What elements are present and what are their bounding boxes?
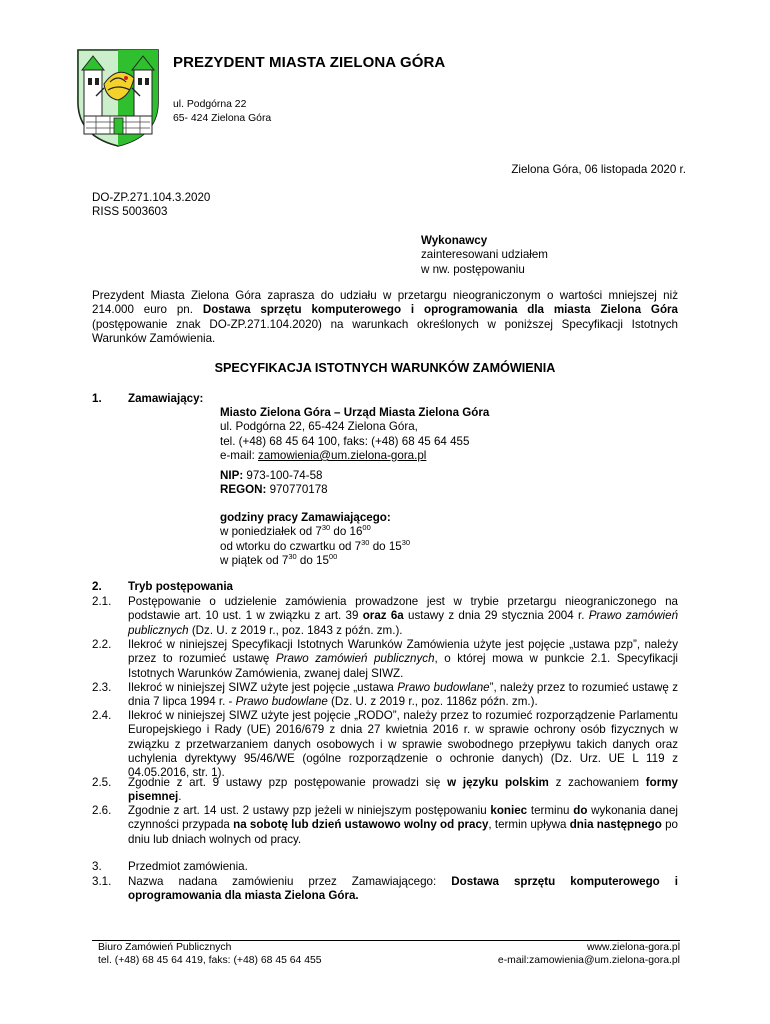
hours-line: od wtorku do czwartku od $7^{30}$ do $15^{30}$ [220, 537, 411, 553]
organization-name: Miasto Zielona Góra – Urząd Miasta Zielona Góra [220, 406, 490, 419]
footer-website[interactable]: www.zielona-gora.pl [587, 942, 680, 953]
office-hours [220, 511, 410, 568]
point-text: Ilekroć w niniejszej SIWZ użyte jest pojęcie „RODO”, należy przez to rozumieć rozporządzenie Parlamentu Europejskiego i Rady (UE) 2016/679 z dnia 27 kwietnia 2016 r. w sprawie ochrony osób fizycznych w związku z przetwarzaniem danych osobowych i w sprawie swobodnego przepływu takich danych oraz uchylenia dyrektywy 95/46/WE (ogólne rozporządzenie o ochronie danych) (Dz. Urz. UE L 119 z 04.05.2016, str. 1). [128, 709, 678, 780]
point-text: Nazwa nadana zamówieniu przez Zamawiającego: Dostawa sprzętu komputerowego i oprogramowania dla miasta Zielona Góra. [128, 875, 678, 903]
point-number: 2.3. [92, 681, 112, 694]
regon-label: REGON: [220, 483, 267, 497]
riss-number: RISS 5003603 [92, 205, 168, 219]
point-number: 2.5. [92, 776, 112, 789]
point-number: 2.4. [92, 709, 112, 722]
address-city: 65- 424 Zielona Góra [173, 113, 272, 124]
section-number: 1. [92, 392, 102, 405]
intro-paragraph [92, 289, 678, 347]
organization-phone: tel. (+48) 68 45 64 100, faks: (+48) 68 45 64 455 [220, 434, 470, 448]
nip-label: NIP: [220, 469, 244, 482]
organization-street: ul. Podgórna 22, 65-424 Zielona Góra, [220, 420, 418, 434]
hours-line: w poniedziałek od $7^{30}$ do $16^{00}$ [220, 523, 371, 539]
city-coat-of-arms-icon [74, 44, 162, 148]
point-text: Ilekroć w niniejszej Specyfikacji Istotnych Warunków Zamówienia użyte jest pojęcie „ustawa pzp”, należy przez to rozumieć ustawę Prawo zamówień publicznych, o której mowa w punkcie 2.1. Specyfikacji Istotnych Warunków Zamówienia, zwanej dalej SIWZ. [128, 638, 678, 680]
point-text: Zgodnie z art. 9 ustawy pzp postępowanie prowadzi się w języku polskim z zachowaniem formy pisemnej. [128, 776, 678, 804]
case-number: DO-ZP.271.104.3.2020 [92, 191, 211, 204]
point-text: Postępowanie o udzielenie zamówienia prowadzone jest w trybie przetargu nieograniczonego na podstawie art. 10 ust. 1 w związku z art. 39 oraz 6a ustawy z dnia 29 stycznia 2004 r. Prawo zamówień publicznych (Dz. U. z 2019 r., poz. 1843 z późn. zm.). [128, 595, 679, 637]
tax-ids [220, 469, 328, 498]
point-number: 2.1. [92, 595, 112, 608]
recipient-title: Wykonawcy [421, 234, 488, 247]
intro-text: (postępowanie znak DO-ZP.271.104.2020) na warunkach określonych w poniższej Specyfikacji Istotnych Warunków Zamówienia. [92, 317, 678, 346]
recipient-line: zainteresowani udziałem [421, 248, 548, 262]
footer-right [498, 941, 680, 967]
section-label: Przedmiot zamówienia. [128, 860, 248, 873]
point-text: Ilekroć w niniejszej SIWZ użyte jest pojęcie „ustawa Prawo budowlane”, należy przez to rozumieć ustawę z dnia 7 lipca 1994 r. - Prawo budowlane (Dz. U. z 2019 r., poz. 1186z późn. zm.). [128, 681, 679, 709]
hours-line: w piątek od $7^{30}$ do $15^{00}$ [220, 551, 338, 567]
footer-left [98, 941, 322, 967]
recipient-block [421, 234, 548, 277]
reference-numbers [92, 191, 210, 220]
intro-text: Prezydent Miasta Zielona Góra zaprasza do udziału w przetargu nieograniczonym o wartości mniejszej niż 214.000 euro pn. [92, 289, 678, 317]
regon-value: 970770178 [266, 483, 328, 497]
contracting-authority [220, 406, 489, 463]
address-street: ul. Podgórna 22 [173, 99, 247, 110]
footer-email[interactable]: e-mail:zamowienia@um.zielona-gora.pl [497, 955, 680, 966]
email-link[interactable]: zamowienia@um.zielona-gora.pl [258, 448, 427, 462]
regon-line [220, 483, 328, 497]
footer-office: Biuro Zamówień Publicznych [98, 942, 232, 953]
email-label: e-mail: [220, 448, 259, 462]
nip-line [220, 469, 328, 483]
section-number: 2. [92, 580, 102, 593]
intro-project-name: Dostawa sprzętu komputerowego i oprogramowania dla miasta Zielona Góra [202, 303, 678, 317]
header-title: PREZYDENT MIASTA ZIELONA GÓRA [173, 54, 446, 71]
section-title: SPECYFIKACJA ISTOTNYCH WARUNKÓW ZAMÓWIENIA [214, 361, 556, 375]
section-number: 3. [92, 860, 102, 873]
office-hours-label: godziny pracy Zamawiającego: [220, 511, 391, 524]
point-text: Zgodnie z art. 14 ust. 2 ustawy pzp jeżeli w niniejszym postępowaniu koniec terminu do wykonania danej czynności przypada na sobotę lub dzień ustawowo wolny od pracy, termin upływa dnia następnego po dniu lub dniach wolnych od pracy. [128, 804, 678, 846]
header-address [173, 98, 271, 126]
section-label: Tryb postępowania [128, 580, 234, 593]
recipient-line: w nw. postępowaniu [421, 262, 525, 276]
point-number: 3.1. [92, 875, 112, 888]
footer-phone: tel. (+48) 68 45 64 419, faks: (+48) 68 45 64 455 [98, 955, 322, 966]
organization-email [220, 449, 489, 463]
document-date: Zielona Góra, 06 listopada 2020 r. [511, 163, 686, 176]
point-number: 2.6. [92, 804, 112, 817]
section-label: Zamawiający: [128, 392, 204, 405]
point-number: 2.2. [92, 638, 112, 651]
nip-value: 973-100-74-58 [243, 469, 323, 482]
